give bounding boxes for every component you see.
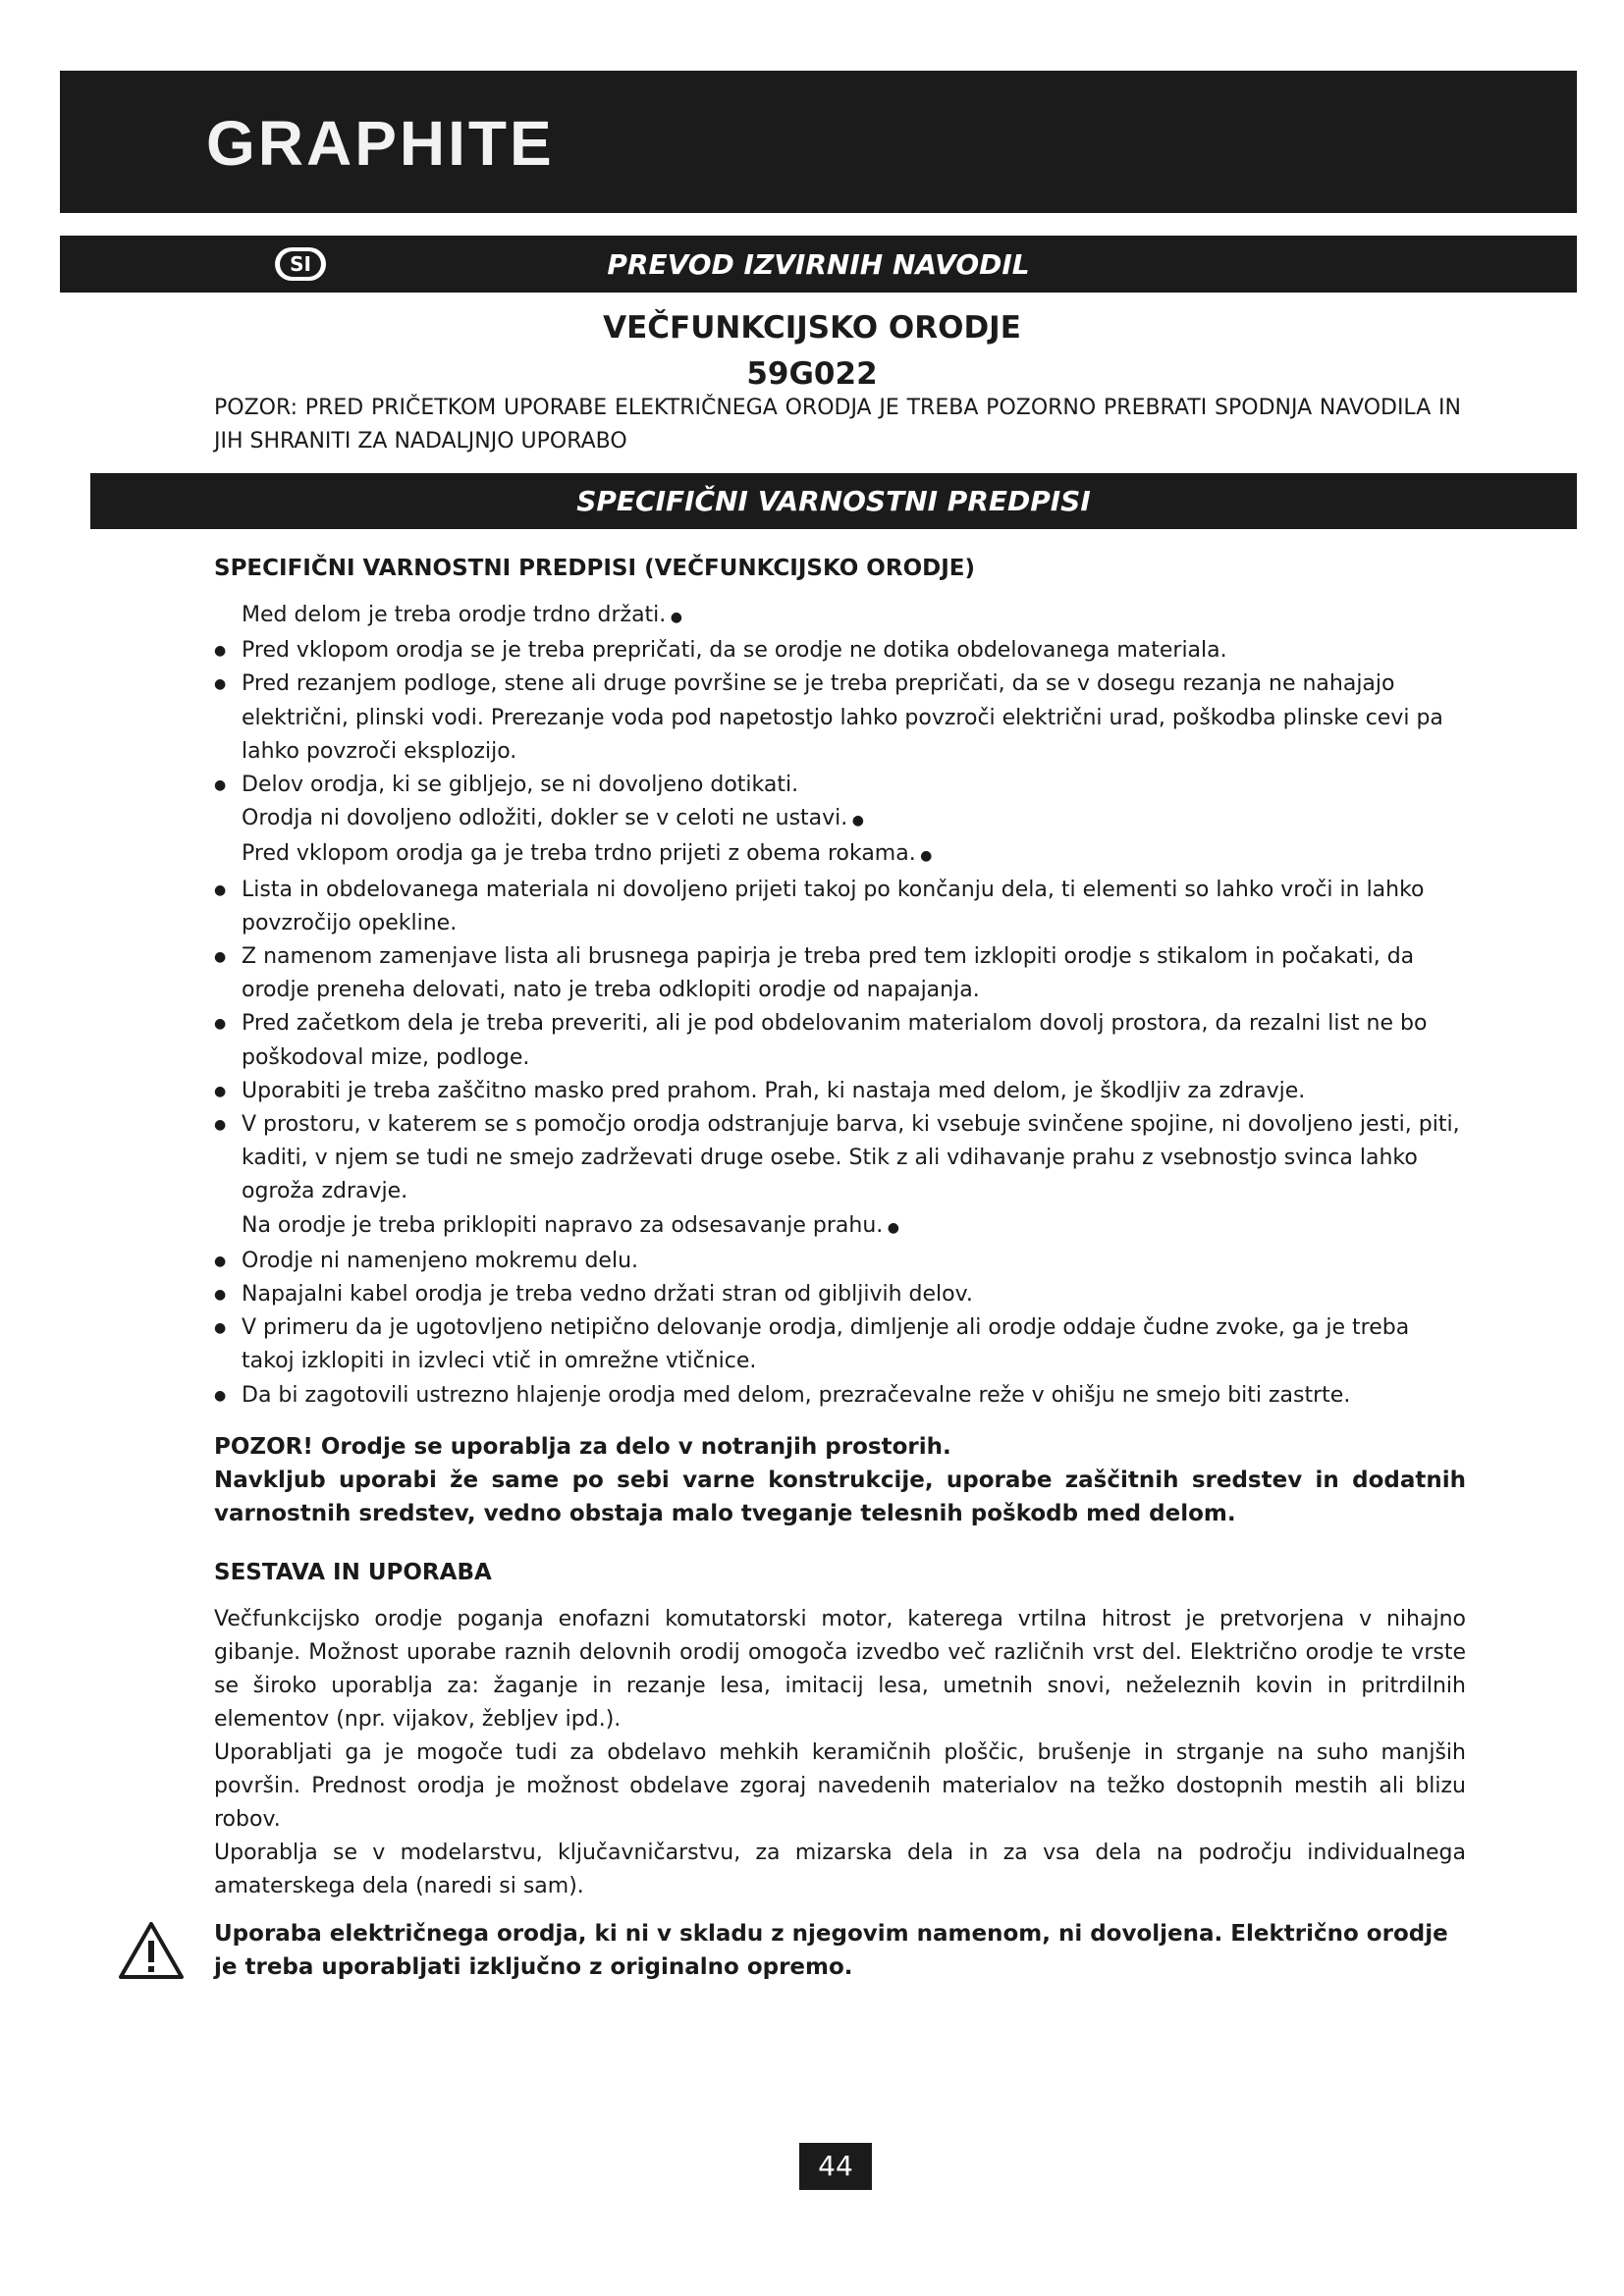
- safety-rule: ● Lista in obdelovanega materiala ni dovoljeno prijeti takoj po končanju dela, ti elementi so lahko vroči in lahko povzročijo opekline.: [214, 874, 1466, 940]
- safety-rule: ● Da bi zagotovili ustrezno hlajenje orodja med delom, prezračevalne reže v ohišju ne smejo biti zastrte.: [214, 1379, 1466, 1413]
- safety-rule: ● Orodje ni namenjeno mokremu delu.: [214, 1245, 1466, 1278]
- brand-logo: GRAPHITE: [206, 108, 555, 179]
- usage-warning: [214, 1917, 1466, 1984]
- safety-rule: ● Z namenom zamenjave lista ali brusnega papirja je treba pred tem izklopiti orodje s stikalom in počakati, da orodje preneha delovati, nato je treba odklopiti orodje od napajanja.: [214, 940, 1466, 1007]
- safety-rule: Na orodje je treba priklopiti napravo za odsesavanje prahu. ●: [214, 1209, 1466, 1245]
- safety-band: [90, 473, 1577, 529]
- usage-heading: SESTAVA IN UPORABA: [214, 1559, 492, 1585]
- safety-rule: ● V primeru da je ugotovljeno netipično delovanje orodja, dimljenje ali orodje oddaje čudne zvoke, ga je treba takoj izklopiti in izvleci vtič in omrežne vtičnice.: [214, 1311, 1466, 1378]
- brand-header: [60, 71, 1577, 213]
- page-number: 44: [799, 2143, 872, 2190]
- translation-title: PREVOD IZVIRNIH NAVODIL: [607, 247, 1030, 281]
- warning-triangle-icon: [118, 1921, 185, 1980]
- safety-rule: Med delom je treba orodje trdno držati. ●: [214, 599, 1466, 634]
- usage-warning-text: Uporaba električnega orodja, ki ni v skladu z njegovim namenom, ni dovoljena. Električno orodje je treba uporabljati izključno z originalno opremo.: [214, 1920, 1448, 1980]
- safety-rule: ● Uporabiti je treba zaščitno masko pred prahom. Prah, ki nastaja med delom, je škodljiv za zdravje.: [214, 1075, 1466, 1108]
- safety-band-title: SPECIFIČNI VARNOSTNI PREDPISI: [576, 485, 1091, 517]
- language-badge-label: SI: [280, 251, 321, 277]
- safety-rule: ● V prostoru, v katerem se s pomočjo orodja odstranjuje barva, ki vsebuje svinčene spojine, ni dovoljeno jesti, piti, kaditi, v njem se tudi ne smejo zadrževati druge osebe. Stik z ali vdihavanje prahu z vsebnostjo svinca lahko ogroža zdravje.: [214, 1108, 1466, 1209]
- safety-rule: ● Pred vklopom orodja se je treba prepričati, da se orodje ne dotika obdelovanega materiala.: [214, 634, 1466, 667]
- indoor-warning: [214, 1430, 1466, 1530]
- safety-rule: Pred vklopom orodja ga je treba trdno prijeti z obema rokama. ●: [214, 837, 1466, 873]
- indoor-warning-line2: Navkljub uporabi že same po sebi varne konstrukcije, uporabe zaščitnih sredstev in dodatnih varnostnih sredstev, vedno obstaja malo tveganje telesnih poškodb med delom.: [214, 1467, 1466, 1526]
- safety-rule: ● Delov orodja, ki se gibljejo, se ni dovoljeno dotikati.: [214, 769, 1466, 802]
- translation-band: [60, 236, 1577, 293]
- safety-heading: SPECIFIČNI VARNOSTNI PREDPISI (VEČFUNKCIJSKO ORODJE): [214, 556, 975, 581]
- safety-rule: ● Napajalni kabel orodja je treba vedno držati stran od gibljivih delov.: [214, 1278, 1466, 1311]
- safety-rule: ● Pred začetkom dela je treba preveriti, ali je pod obdelovanim materialom dovolj prostora, da rezalni list ne bo poškodoval mize, podloge.: [214, 1007, 1466, 1074]
- usage-paragraph-3: Uporablja se v modelarstvu, ključavničarstvu, za mizarska dela in za vsa dela na področju individualnega amaterskega dela (naredi si sam).: [214, 1840, 1466, 1898]
- language-badge: [275, 247, 326, 281]
- model-number: 59G022: [746, 356, 878, 392]
- main-content: [214, 552, 1466, 1984]
- safety-rule: Orodja ni dovoljeno odložiti, dokler se v celoti ne ustavi. ●: [214, 802, 1466, 837]
- intro-warning: POZOR: PRED PRIČETKOM UPORABE ELEKTRIČNEGA ORODJA JE TREBA POZORNO PREBRATI SPODNJA NAVODILA IN JIH SHRANITI ZA NADALJNJO UPORABO: [214, 396, 1461, 454]
- safety-rules-list: [214, 599, 1466, 1413]
- usage-paragraph-2: Uporabljati ga je mogoče tudi za obdelavo mehkih keramičnih ploščic, brušenje in strganje na suho manjših površin. Prednost orodja je možnost obdelave zgoraj navedenih materialov na težko dostopnih mestih ali blizu robov.: [214, 1739, 1466, 1832]
- document-title: VEČFUNKCIJSKO ORODJE: [603, 310, 1021, 346]
- safety-rule: ● Pred rezanjem podloge, stene ali druge površine se je treba prepričati, da se v dosegu rezanja ne nahajajo električni, plinski vodi. Prerezanje voda pod napetostjo lahko povzroči električni urad, poškodba plinske cevi pa lahko povzroči eksplozijo.: [214, 667, 1466, 769]
- indoor-warning-line1: POZOR! Orodje se uporablja za delo v notranjih prostorih.: [214, 1433, 951, 1460]
- usage-paragraph-1: Večfunkcijsko orodje poganja enofazni komutatorski motor, katerega vrtilna hitrost je pretvorjena v nihajno gibanje. Možnost uporabe raznih delovnih orodij omogoča izvedbo več različnih vrst del. Električno orodje te vrste se široko uporablja za: žaganje in rezanje lesa, imitacij lesa, umetnih snovi, neželeznih kovin in pritrdilnih elementov (npr. vijakov, žebljev ipd.).: [214, 1606, 1466, 1732]
